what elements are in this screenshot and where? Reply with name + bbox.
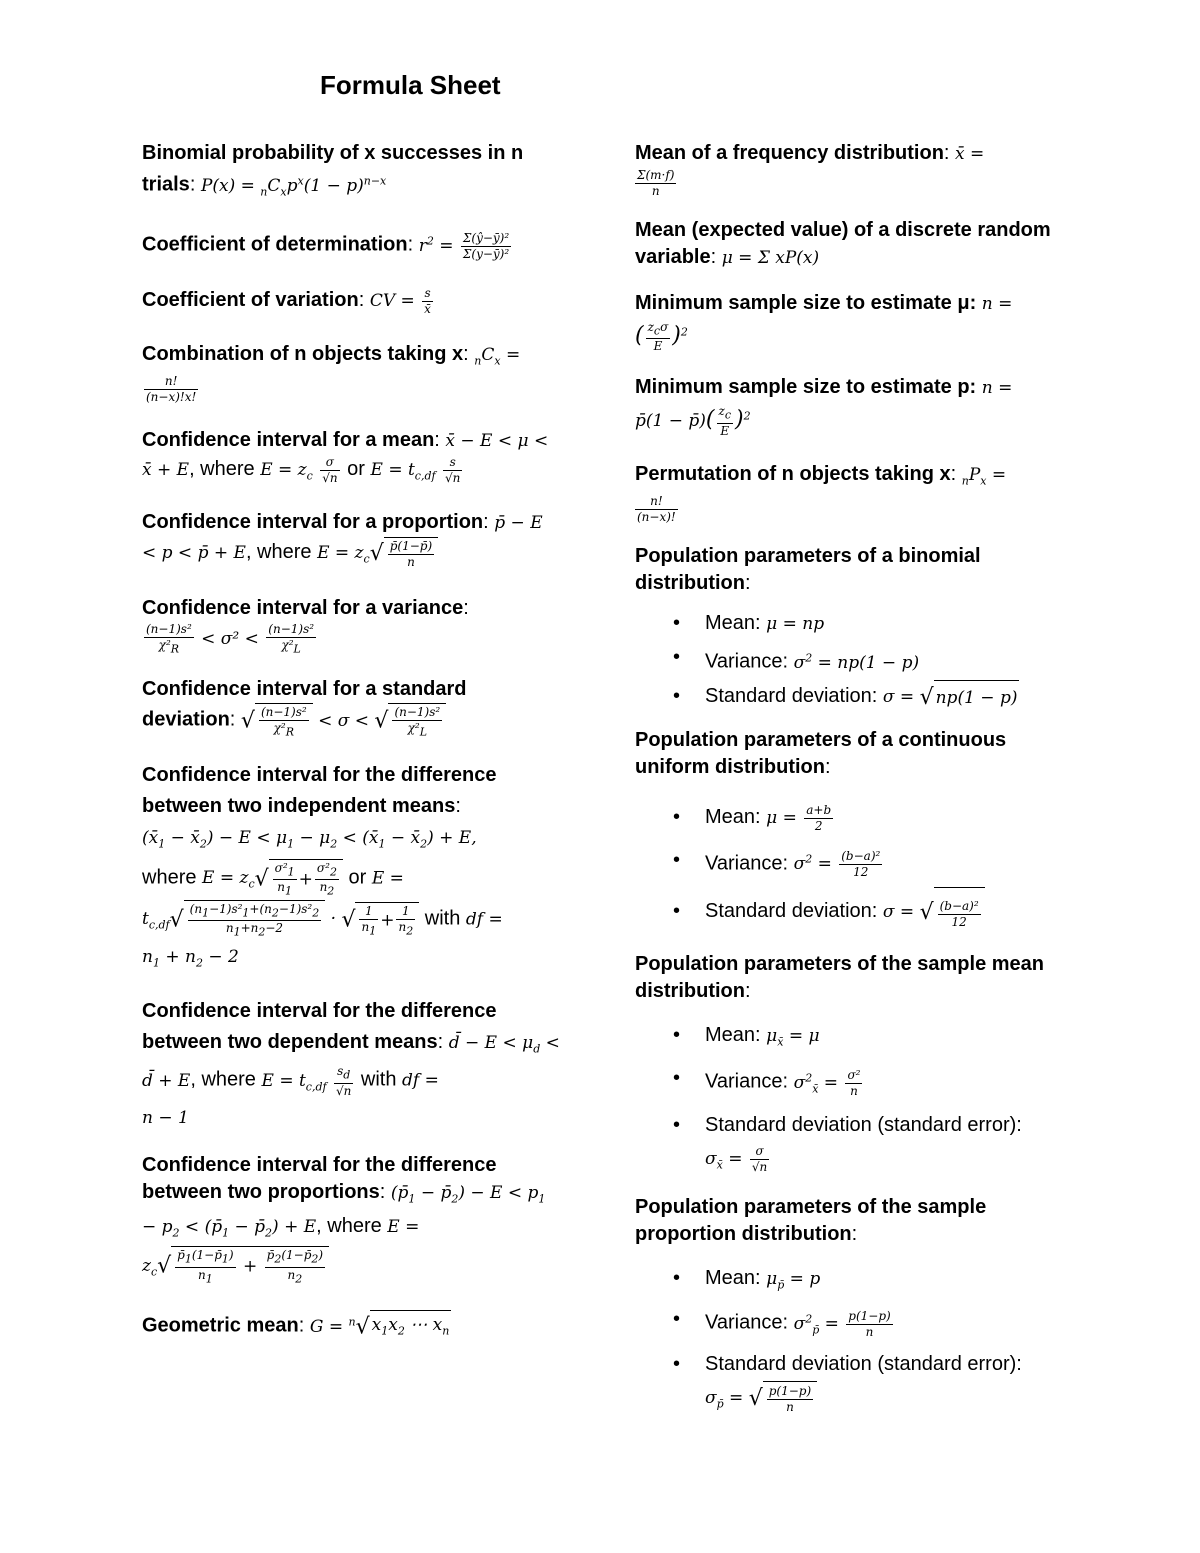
coefficient-of-variation-entry: Coefficient of variation: CV = $\frac{s}{x̄}$ [142, 286, 562, 317]
list-item: • Standard deviation: σ = √ $\frac{\text{(b−a)²}}{12}$ [635, 886, 1065, 939]
entry-label: Combination of n objects taking x [142, 342, 464, 365]
min-sample-p-formula: n = [981, 378, 1013, 399]
sample-mean-parameters-list [635, 1019, 1065, 1182]
ci-mean-entry: Confidence interval for a mean: x̄ − E < μ < x̄ + E, where $E = z_c$ $\frac{\sigma}{√n}$ or $E = t_{c,df}$ $\frac{s}{√n}$ [142, 429, 549, 486]
mean-discrete-entry: Mean (expected value) of a discrete random variable: μ = Σ xP(x) [635, 219, 1051, 268]
list-item: • Variance: $\sigma^2_{p̄}$ = $\frac{p(1-p)}{n}$ [635, 1301, 1065, 1348]
entry-label: Confidence interval for the difference between two independent means [142, 763, 497, 817]
sample-mean-parameters-section: Population parameters of the sample mean distribution: • Mean: $\mu_{x̄} = \mu$ • Variance: $\sigma^2_{x̄}$ = $\frac{\text{σ²}}{n}$ • Standard deviation (standard error): $\sigma_{x̄}$ = $\frac{\sigma}{√n}$ [635, 951, 1065, 1182]
right-column [635, 140, 1065, 1433]
list-item: • Mean: μ = $\frac{a+b}{2}$ [635, 797, 1065, 838]
entry-label: Coefficient of determination [142, 233, 408, 256]
entry-label: Confidence interval for the difference between two proportions [142, 1154, 497, 1204]
mean-frequency-formula: x̄ = [955, 144, 985, 164]
ci-proportion-entry: Confidence interval for a proportion: p̄ − E < p < p̄ + E, where $E = z_c√$ $\frac{p̄(1-p̄)}{n}$ [142, 511, 543, 570]
section-heading: Population parameters of the sample mean distribution [635, 952, 1044, 1002]
list-item: • Mean: μ = np [635, 607, 1065, 641]
binomial-parameters-list [635, 607, 1065, 715]
ci-sd-formula: √ $\frac{\text{(n−1)s²}}{\chi^2_R}$ < σ < √ $\frac{\text{(n−1)s²}}{\chi^2_L}$ [241, 711, 446, 731]
mean-frequency-entry: Mean of a frequency distribution: x̄ = $\frac{\Sigma(m\cdot f)}{n}$ [635, 142, 985, 198]
ci-diff-dep-formula: d̄ − $E < \mu_d$ < d̄ + E [142, 1033, 560, 1092]
entry-label: Binomial probability of x successes in n trials [142, 142, 524, 196]
entry-label: Confidence interval for a mean [142, 429, 435, 452]
mean-discrete-formula: μ = Σ xP(x) [721, 248, 820, 268]
entry-label: Confidence interval for a standard deviation [142, 678, 467, 731]
ci-variance-entry: Confidence interval for a variance: $\frac{\text{(n−1)s²}}{\chi^2_R}$ < σ² < $\frac{\text{(n−1)s²}}{\chi^2_L}$ [142, 596, 469, 656]
coefficient-of-determination-entry: Coefficient of determination: $r^2$ = $\frac{\text{Σ(ŷ−ȳ)²}}{\text{Σ(y−ȳ)²}}$ [142, 227, 562, 262]
entry-label: Permutation of n objects taking x [635, 462, 951, 485]
entry-label: Confidence interval for the difference between two dependent means [142, 1000, 497, 1053]
sample-proportion-parameters-list [635, 1262, 1065, 1421]
list-item: • Standard deviation (standard error): $\sigma_{p̄}$ = √ $\frac{p(1-p)}{n}$ [635, 1348, 1065, 1420]
permutation-formula: $_nP_x$ = [961, 464, 1007, 488]
list-item: • Mean: $\mu_{p̄} = p$ [635, 1262, 1065, 1301]
ci-diff-ind-formula: ($x̄_1$ − $x̄_2) - E < \mu_1 - \mu_2$ < ($x̄_1$ − $x̄_2) + E$, [142, 827, 477, 851]
list-item: • Standard deviation: σ = √ np(1 − p) [635, 680, 1065, 715]
entry-label: Mean (expected value) of a discrete random variable [635, 219, 1051, 268]
entry-label: Geometric mean [142, 1314, 299, 1337]
entry-label: Confidence interval for a variance [142, 596, 464, 619]
left-column [142, 140, 562, 1358]
list-item: • Variance: $\sigma^2_{x̄}$ = $\frac{\text{σ²}}{n}$ [635, 1058, 1065, 1109]
ci-difference-dependent-means-entry: Confidence interval for the difference between two dependent means: d̄ − $E < \mu_d$ < d̄ + E, where $E = t_{c,df}$ $\frac{s_d}{√n}$ with df = n − 1 [142, 1000, 560, 1129]
min-sample-p-entry: Minimum sample size to estimate p: n = p̄(1 − p̄)( $\frac{z_c}{E}$ )$^2$ [635, 376, 1013, 438]
binomial-parameters-section: Population parameters of a binomial distribution: • Mean: μ = np • Variance: $\sigma^2 = np(1 - p)$ • Standard deviation: σ = √ np(1 − p) [635, 543, 1065, 715]
binomial-probability-entry: Binomial probability of x successes in n trials: $P(x) = _nC_xp^x(1 - p)^{n-x}$ [142, 142, 524, 199]
geometric-mean-entry: Geometric mean: G = $^n$√ $x_1x_2$ ⋯ $x_n$ [142, 1308, 562, 1344]
permutation-entry: Permutation of n objects taking x: $_nP_x$ = $\frac{n!}{(n-x)!}$ [635, 462, 1007, 525]
list-item: • Variance: $\sigma^2 = np(1 - p)$ [635, 641, 1065, 680]
section-heading: Population parameters of a continuous uniform distribution [635, 728, 1007, 778]
entry-label: Minimum sample size to estimate μ [635, 292, 970, 314]
page-title: Formula Sheet [320, 70, 501, 100]
geometric-mean-formula: G = $^n$√ $x_1x_2$ ⋯ $x_n$ [310, 1317, 451, 1337]
combination-entry: Combination of n objects taking x: $_nC_x$ = $\frac{n!}{(n-x)!x!}$ [142, 342, 521, 405]
determination-formula: $r^2$ = $\frac{\text{Σ(ŷ−ȳ)²}}{\text{Σ(y−ȳ)²}}$ [418, 230, 510, 261]
section-heading: Population parameters of a binomial distribution [635, 545, 981, 595]
entry-label: Coefficient of variation [142, 288, 359, 311]
ci-diff-prop-formula: ($p̄_1$ − $p̄_2) - E < p_1 - p_2$ < ($p̄_1$ − $p̄_2) + E$ [142, 1183, 546, 1240]
uniform-parameters-list [635, 797, 1065, 939]
section-heading: Population parameters of the sample proportion distribution [635, 1195, 987, 1245]
min-sample-mu-formula: n = [981, 294, 1013, 314]
ci-difference-independent-means-entry: Confidence interval for the difference between two independent means: ($x̄_1$ − $x̄_2) - E < \mu_1 - \mu_2$ < ($x̄_1$ − $x̄_2) + E$, where $E = z_c√$ $\frac{\sigma^2_1}{n_1}$ + $\frac{\sigma^2_2}{n_2}$ or E = $t_{c,df}√$ $\frac{(n_1-1)s^2_1+(n_2-1)s^2_2}{n_1+n_2-2}$ · √ $\frac{1}{n_1}$ + $\frac{1}{n_2}$ with df = $n_1 + n_2 - 2$ [142, 763, 503, 969]
list-item: • Standard deviation (standard error): $\sigma_{x̄}$ = $\frac{\sigma}{√n}$ [635, 1109, 1065, 1181]
entry-label: Mean of a frequency distribution [635, 142, 944, 164]
binomial-probability-formula: $P(x) = _nC_xp^x(1 - p)^{n-x}$ [200, 174, 387, 199]
ci-variance-formula: $\frac{\text{(n−1)s²}}{\chi^2_R}$ < σ² < $\frac{\text{(n−1)s²}}{\chi^2_L}$ [146, 621, 315, 656]
entry-label: Confidence interval for a proportion [142, 511, 484, 534]
ci-mean-formula: x̄ − E < μ < x̄ + E [142, 431, 549, 481]
combination-formula: $_nC_x$ = $\frac{n!}{(n-x)!x!}$ [146, 344, 521, 405]
sample-proportion-parameters-section: Population parameters of the sample proportion distribution: • Mean: $\mu_{p̄} = p$ • Variance: $\sigma^2_{p̄}$ = $\frac{p(1-p)}{n}$ • Standard deviation (standard error): $\sigma_{p̄}$ = √ $\frac{p(1-p)}{n}$ [635, 1194, 1065, 1421]
ci-difference-proportions-entry: Confidence interval for the difference between two proportions: ($p̄_1$ − $p̄_2) - E < p_1 - p_2$ < ($p̄_1$ − $p̄_2) + E$, where E = $z_c√$ $\frac{p̄_1(1-p̄_1)}{n_1}$ + $\frac{p̄_2(1-p̄_2)}{n_2}$ [142, 1154, 546, 1286]
ci-proportion-formula: p̄ − E < p < p̄ + E [142, 513, 543, 564]
entry-label: Minimum sample size to estimate p [635, 376, 970, 399]
ci-standard-deviation-entry: Confidence interval for a standard deviation: √ $\frac{\text{(n−1)s²}}{\chi^2_R}$ < σ < √ $\frac{\text{(n−1)s²}}{\chi^2_L}$ [142, 678, 467, 739]
list-item: • Mean: $\mu_{x̄} = \mu$ [635, 1019, 1065, 1058]
min-sample-mu-entry: Minimum sample size to estimate μ: n = ( $\frac{z_c\sigma}{E}$ )$^2$ [635, 292, 1013, 354]
variation-formula: CV = $\frac{s}{x̄}$ [369, 285, 431, 316]
uniform-parameters-section: Population parameters of a continuous uniform distribution: • Mean: μ = $\frac{a+b}{2}$ • Variance: $\sigma^2$ = $\frac{\text{(b−a)²}}{12}$ • Standard deviation: σ = √ $\frac{\text{(b−a)²}}{12}$ [635, 727, 1065, 939]
list-item: • Variance: $\sigma^2$ = $\frac{\text{(b−a)²}}{12}$ [635, 838, 1065, 887]
